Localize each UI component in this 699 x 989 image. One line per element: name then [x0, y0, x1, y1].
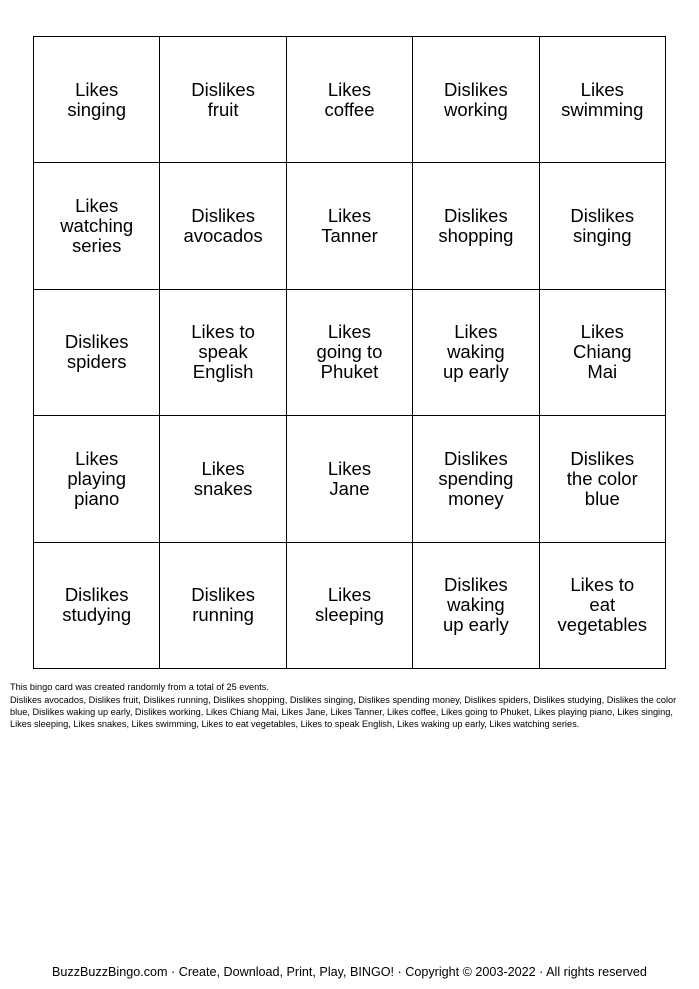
cell-text: Likes snakes	[193, 457, 253, 499]
cell-text: Likes singing	[67, 78, 127, 120]
cell-text: Dislikes working	[443, 78, 508, 120]
cell-text: Likes waking up early	[442, 321, 509, 383]
cell-text: Likes to eat vegetables	[557, 574, 648, 636]
bingo-cell	[413, 163, 539, 289]
cell-text: Dislikes the color blue	[566, 447, 638, 509]
bingo-cell	[160, 37, 286, 163]
bingo-cell	[160, 289, 286, 415]
grid-row	[34, 289, 666, 415]
bingo-cell	[413, 416, 539, 542]
cell-text: Dislikes fruit	[191, 78, 255, 120]
cell-text: Likes going to Phuket	[316, 321, 383, 383]
cell-text: Dislikes shopping	[438, 205, 514, 247]
cell-text: Likes Chiang Mai	[572, 321, 632, 383]
bingo-cell	[34, 289, 160, 415]
cell-text: Likes Tanner	[321, 205, 378, 247]
cell-text: Likes to speak English	[191, 321, 255, 383]
bingo-cell	[160, 416, 286, 542]
bingo-cell	[539, 163, 665, 289]
cell-text: Likes sleeping	[315, 584, 384, 626]
event-list: Dislikes avocados, Dislikes fruit, Dislikes running, Dislikes shopping, Dislikes singing, Dislikes spending money, Dislikes spiders, Dislikes studying, Dislikes the color blue, Dislikes waking up early, Dislikes working, Likes Chiang Mai, Likes Jane, Likes Tanner, Likes coffee, Likes going to Phuket, Likes playing piano, Likes singing, Likes sleeping, Likes snakes, Likes swimming, Likes to eat vegetables, Likes to speak English, Likes waking up early, Likes watching series.	[10, 695, 677, 729]
bingo-card-grid	[33, 36, 666, 669]
footer-copyright: BuzzBuzzBingo.com · Create, Download, Print, Play, BINGO! · Copyright © 2003-2022 · All rights reserved	[52, 965, 647, 979]
grid-row	[34, 163, 666, 289]
cell-text: Likes coffee	[324, 78, 375, 120]
bingo-cell	[413, 542, 539, 668]
grid-row	[34, 542, 666, 668]
cell-text: Dislikes running	[191, 584, 255, 626]
bingo-cell	[539, 289, 665, 415]
grid-row	[34, 37, 666, 163]
bingo-cell	[286, 416, 412, 542]
cell-text: Dislikes spiders	[64, 331, 129, 373]
cell-text: Likes watching series	[60, 195, 134, 257]
bingo-cell	[539, 416, 665, 542]
grid-row	[34, 416, 666, 542]
bingo-cell	[160, 542, 286, 668]
bingo-cell	[34, 416, 160, 542]
bingo-cell	[286, 289, 412, 415]
bingo-cell	[286, 163, 412, 289]
card-note: This bingo card was created randomly from a total of 25 events.	[10, 682, 269, 692]
bingo-cell	[34, 163, 160, 289]
bingo-cell	[413, 289, 539, 415]
bingo-cell	[539, 542, 665, 668]
bingo-cell	[286, 542, 412, 668]
bingo-cell	[539, 37, 665, 163]
cell-text: Likes Jane	[327, 457, 372, 499]
cell-text: Likes playing piano	[67, 447, 127, 509]
bingo-cell	[286, 37, 412, 163]
bingo-cell	[34, 542, 160, 668]
bingo-cell	[413, 37, 539, 163]
cell-text: Dislikes waking up early	[442, 574, 509, 636]
cell-text: Dislikes singing	[570, 205, 635, 247]
cell-text: Dislikes avocados	[183, 205, 263, 247]
cell-text: Dislikes spending money	[438, 447, 514, 509]
bingo-cell	[160, 163, 286, 289]
bingo-cell	[34, 37, 160, 163]
cell-text: Dislikes studying	[62, 584, 132, 626]
cell-text: Likes swimming	[561, 78, 644, 120]
